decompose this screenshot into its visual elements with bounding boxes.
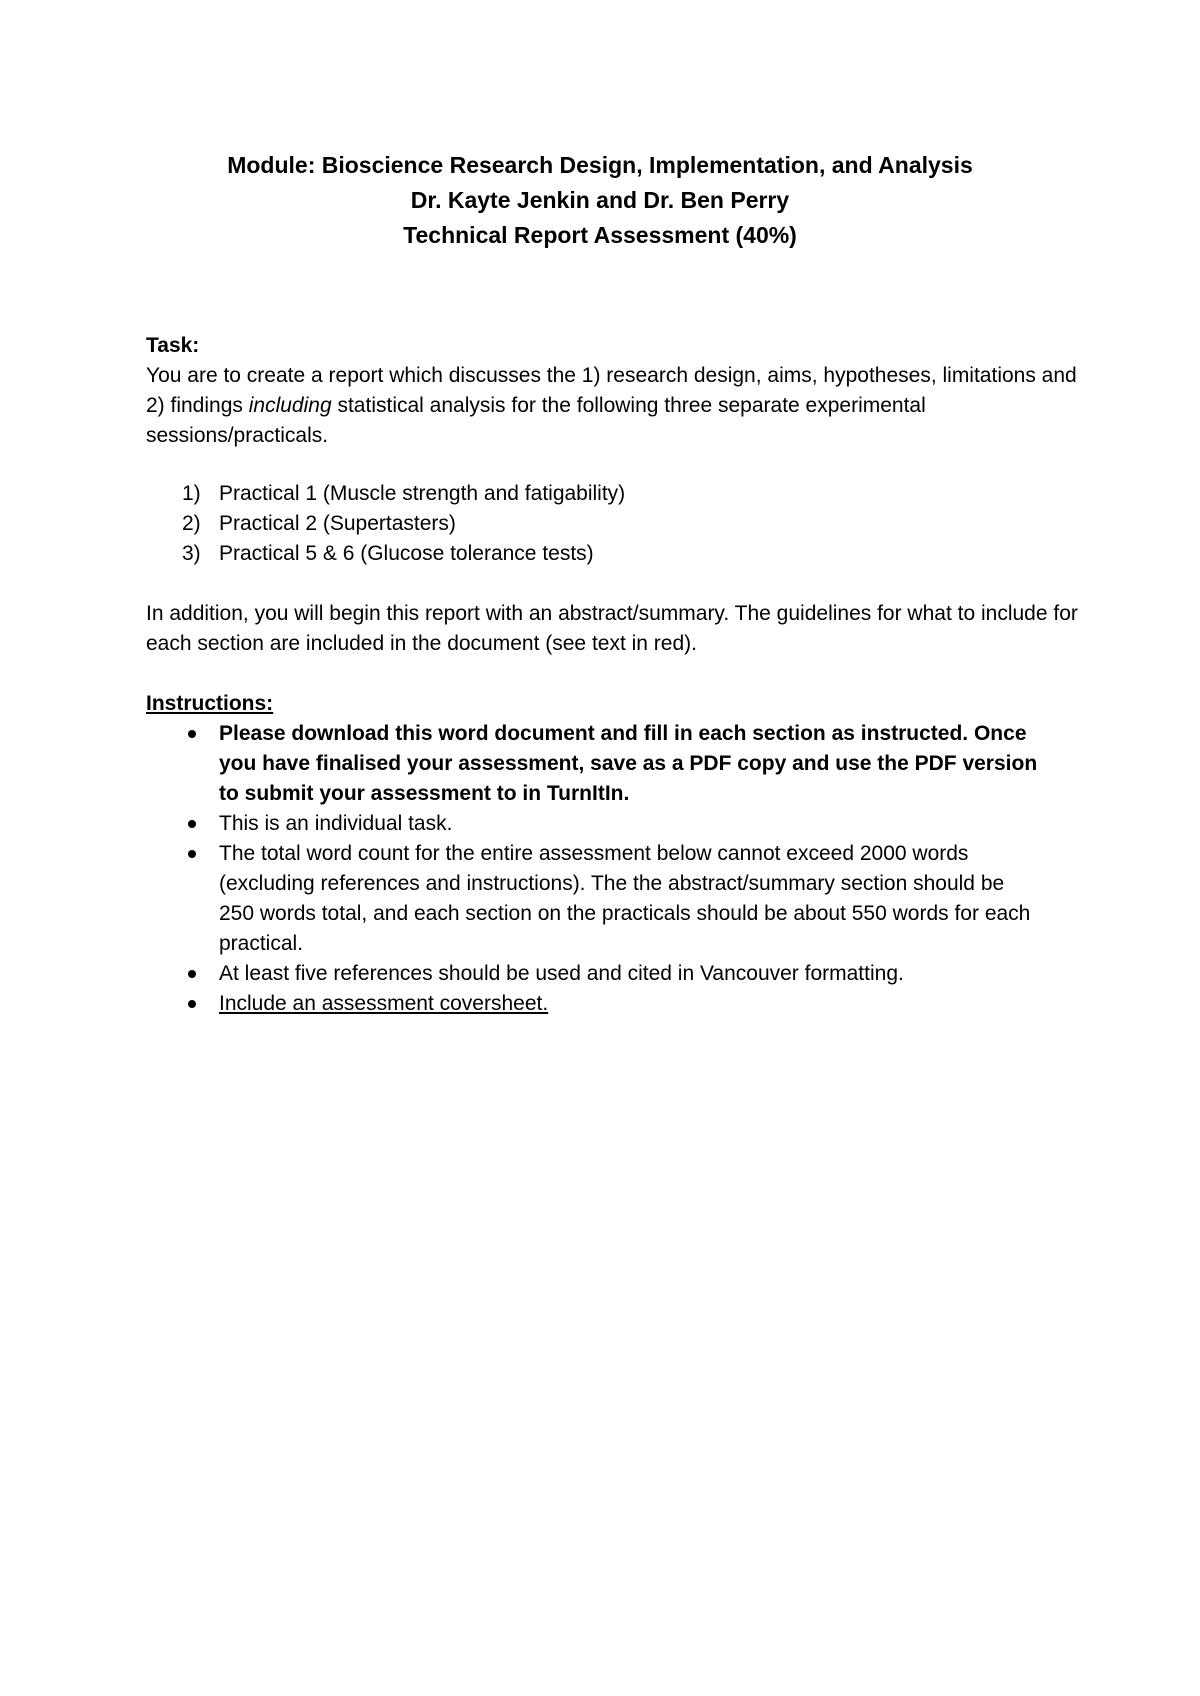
instruction-item	[146, 989, 1080, 1019]
task-intro-part2: statistical analysis for the following three separate experimental sessions/practicals.	[146, 394, 926, 447]
practical-text: Practical 1 (Muscle strength and fatigability)	[219, 482, 626, 505]
practical-item	[146, 539, 1080, 569]
instruction-text: At least five references should be used and cited in Vancouver formatting.	[219, 962, 904, 985]
task-intro	[146, 361, 1080, 451]
instructions-heading: Instructions:	[146, 692, 274, 715]
practical-text: Practical 2 (Supertasters)	[219, 512, 456, 535]
practical-item	[146, 509, 1080, 539]
instruction-text: This is an individual task.	[219, 812, 453, 835]
bullet-icon	[146, 809, 219, 839]
practical-number: 1)	[182, 482, 201, 505]
task-intro-italic: including	[248, 394, 332, 417]
bullet-icon	[146, 719, 219, 809]
task-intro-part1: You are to create a report which discusses the 1) research design, aims, hypotheses, limitations and 2) findings	[146, 364, 1077, 417]
module-title: Module: Bioscience Research Design, Implementation, and Analysis	[227, 152, 973, 178]
instruction-text: The total word count for the entire assessment below cannot exceed 2000 words (excluding references and instructions). The the abstract/summary section should be 250 words total, and each section on the practicals should be about 550 words for each practical.	[219, 842, 1031, 955]
practical-number: 3)	[182, 542, 201, 565]
assessment-title: Technical Report Assessment (40%)	[403, 222, 797, 248]
instruction-item	[146, 839, 1080, 959]
practicals-list	[146, 479, 1080, 569]
instructions-list	[146, 719, 1080, 1019]
instruction-text: Please download this word document and fill in each section as instructed. Once you have finalised your assessment, save as a PDF copy and use the PDF version to submit your assessment to in TurnItIn.	[219, 722, 1038, 805]
authors-line: Dr. Kayte Jenkin and Dr. Ben Perry	[410, 187, 790, 213]
instruction-item	[146, 719, 1080, 809]
practical-item	[146, 479, 1080, 509]
bullet-icon	[146, 839, 219, 959]
title-block	[146, 148, 1080, 253]
task-heading: Task:	[146, 334, 200, 357]
addition-paragraph: In addition, you will begin this report with an abstract/summary. The guidelines for what to include for each section are included in the document (see text in red).	[146, 602, 1078, 655]
instruction-item	[146, 809, 1080, 839]
bullet-icon	[146, 959, 219, 989]
practical-number: 2)	[182, 512, 201, 535]
practical-text: Practical 5 & 6 (Glucose tolerance tests)	[219, 542, 594, 565]
instruction-item	[146, 959, 1080, 989]
bullet-icon	[146, 989, 219, 1019]
instruction-text: Include an assessment coversheet.	[219, 992, 549, 1015]
